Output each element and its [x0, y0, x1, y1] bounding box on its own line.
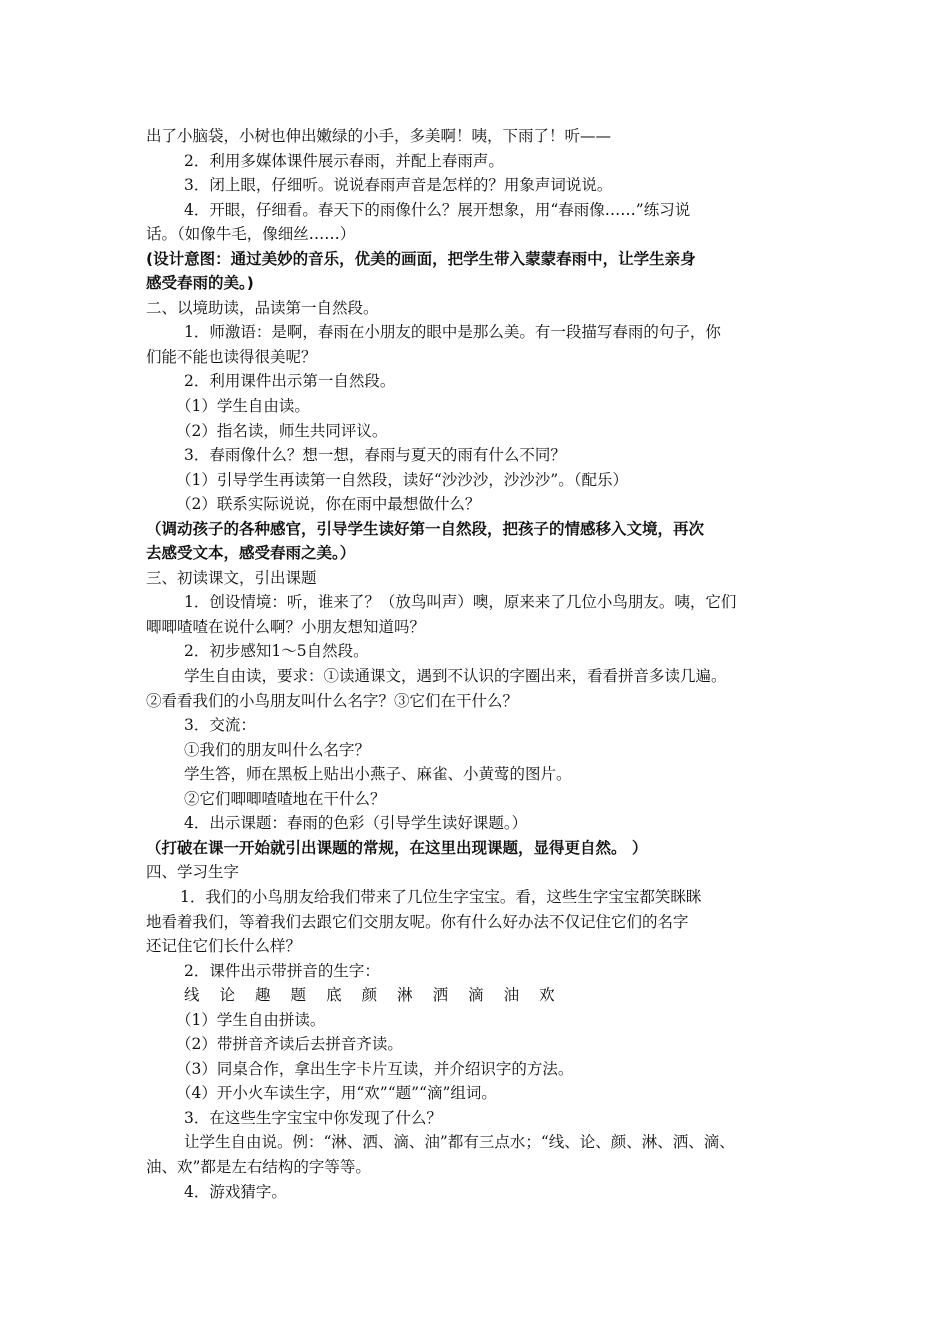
text-line: 们能不能也读得很美呢？: [146, 347, 317, 366]
character: 洒: [432, 986, 449, 1005]
text-line: 3．在这些生字宝宝中你发现了什么？: [184, 1108, 442, 1127]
design-intent-note: 去感受文本，感受春雨之美。）: [146, 544, 356, 563]
text-line: 1．创设情境：听，谁来了？（放鸟叫声）噢，原来来了几位小鸟朋友。咦，它们: [184, 593, 737, 612]
text-line: 唧唧喳喳在说什么啊？小朋友想知道吗？: [146, 617, 426, 636]
design-intent-note: （调动孩子的各种感官，引导学生读好第一自然段，把孩子的情感移入文境，再次: [146, 519, 705, 538]
text-line: 2．利用课件出示第一自然段。: [184, 372, 396, 391]
text-line: （2）指名读，师生共同评议。: [176, 421, 388, 440]
section-heading: 二、以境助读，品读第一自然段。: [146, 298, 379, 317]
text-line: 4．游戏猜字。: [184, 1182, 287, 1201]
text-line: 还记住它们长什么样？: [146, 937, 302, 956]
text-line: （1）学生自由读。: [176, 397, 310, 416]
text-line: ②看看我们的小鸟朋友叫什么名字？③它们在干什么？: [146, 691, 519, 710]
text-line: 学生自由读，要求：①读通课文，遇到不认识的字圈出来，看看拼音多读几遍。: [184, 667, 727, 686]
section-heading: 三、初读课文，引出课题: [146, 568, 317, 587]
text-line: 3．春雨像什么？想一想，春雨与夏天的雨有什么不同？: [184, 446, 566, 465]
text-line: 1．师激语：是啊，春雨在小朋友的眼中是那么美。有一段描写春雨的句子，你: [184, 323, 721, 342]
character: 欢: [539, 986, 555, 1005]
character-list: [146, 983, 810, 1008]
text-line: （4）开小火车读生字，用“欢”“题”“滴”组词。: [176, 1084, 497, 1103]
document-page: [146, 124, 810, 1204]
character: 滴: [468, 986, 484, 1005]
text-line: 地看着我们，等着我们去跟它们交朋友呢。你有什么好办法不仅记住它们的名字: [146, 912, 689, 931]
text-line: 话。（如像牛毛，像细丝……）: [146, 225, 356, 244]
design-intent-note: (设计意图：通过美妙的音乐，优美的画面，把学生带入蒙蒙春雨中，让学生亲身: [146, 249, 696, 268]
character: 论: [219, 986, 236, 1005]
text-line: （2）联系实际说说，你在雨中最想做什么？: [176, 495, 481, 514]
text-line: 3．交流：: [184, 716, 256, 735]
character: 颜: [361, 986, 378, 1005]
text-line: 2．初步感知1～5自然段。: [184, 642, 369, 661]
text-line: 2．课件出示带拼音的生字：: [184, 961, 380, 980]
character: 题: [290, 986, 307, 1005]
text-line: 4．出示课题：春雨的色彩（引导学生读好课题。）: [184, 814, 528, 833]
character: 油: [503, 986, 520, 1005]
text-line: ②它们唧唧喳喳地在干什么？: [184, 789, 386, 808]
text-line: （3）同桌合作，拿出生字卡片互读，并介绍识字的方法。: [176, 1059, 574, 1078]
design-intent-note: （打破在课一开始就引出课题的常规，在这里出现课题，显得更自然。 ）: [146, 838, 648, 857]
text-line: 学生答，师在黑板上贴出小燕子、麻雀、小黄莺的图片。: [184, 765, 572, 784]
text-line: 让学生自由说。例：“淋、洒、滴、油”都有三点水；“线、论、颜、淋、洒、滴、: [184, 1133, 735, 1152]
character: 底: [326, 986, 342, 1005]
text-line: 油、欢”都是左右结构的字等等。: [146, 1157, 371, 1176]
text-line: 1．我们的小鸟朋友给我们带来了几位生字宝宝。看，这些生字宝宝都笑眯眯: [180, 887, 702, 906]
design-intent-note: 感受春雨的美。): [146, 274, 254, 293]
character: 趣: [255, 986, 271, 1005]
text-line: （1）学生自由拼读。: [176, 1010, 326, 1029]
character: 淋: [397, 986, 413, 1005]
text-line: 4．开眼，仔细看。春天下的雨像什么？展开想象，用“春雨像……”练习说: [184, 200, 691, 219]
text-line: 3．闭上眼，仔细听。说说春雨声音是怎样的？用象声词说说。: [184, 176, 613, 195]
character: 线: [184, 986, 200, 1005]
text-line: （1）引导学生再读第一自然段，读好“沙沙沙，沙沙沙”。（配乐）: [176, 470, 628, 489]
text-line: （2）带拼音齐读后去拼音齐读。: [176, 1035, 403, 1054]
text-line: ①我们的朋友叫什么名字？: [184, 740, 371, 759]
section-heading: 四、学习生字: [146, 863, 240, 882]
text-line: 2．利用多媒体课件展示春雨，并配上春雨声。: [184, 151, 504, 170]
text-line: 出了小脑袋，小树也伸出嫩绿的小手，多美啊！咦，下雨了！听——: [146, 127, 612, 145]
